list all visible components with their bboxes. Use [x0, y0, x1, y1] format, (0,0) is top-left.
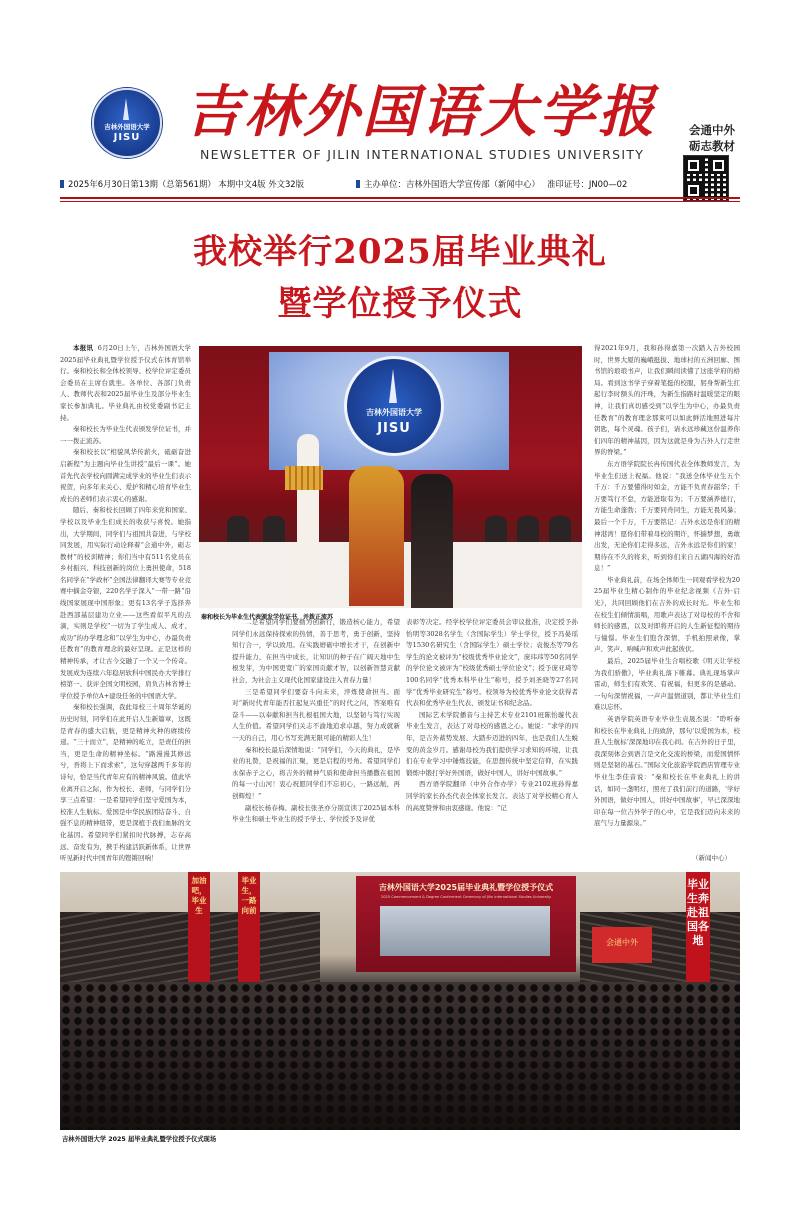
stage-side-board	[592, 927, 652, 963]
paragraph: 秦和校长强调，我此母校三十周年华诞的历史时刻，同学们在此开启人生新篇章，这既是青春的盛大启航，更是精神火种的赓续传递。“三十而立”，是精神的屹立，是责任的担当，更是生命的精神坐标。“路漫漫其修远兮，吾将上下而求索”，这句穿越两千多年的诗句，恰是当代青年应有的精神风貌。值此毕业离开启之际，作为校长、老师，与同学们分享三点希望：一是希望同学们坚守爱国为本，校准人生航标。爱国是中华民族团结奋斗、自强不息的精神纽带，更是深植于我们血脉的文化基因。希望同学们紧扣时代脉搏，志存高远、奋发有为，携手构建活跃新体系，让世界听见新时代中国青年的铿锵回响！	[60, 703, 191, 863]
paragraph: 秦和校长最后深情地说：“同学们，今天的典礼，是毕业的礼赞，是祝福的汇聚，更是启程的号角。希望同学们永保赤子之心，将吉外的精神气质和使命担当播撒在祖国的每一寸山河！衷心祝愿同学们不忘初心，一路远航，再创辉煌！”	[232, 745, 400, 800]
bullet-icon	[60, 180, 64, 188]
paragraph: 表彰等决定。经学校学位评定委员会审议批准，决定授予孙怡明等3028名学生（含国际学生）学士学位，授予冯晏瑶等1530名研究生（含国际学生）硕士学位；袁俊杰等79名学生的论文被评为“校级优秀毕业论文”，庞玮玮等50名同学的学位论文被评为“校级优秀硕士学位论文”；授予庞亚琦等100名同学“优秀本科毕业生”称号，授予刘圣晓等27名同学“优秀毕业研究生”称号。校领导为校优秀毕业论文获得者代表和优秀毕业生代表、颁发证书和纪念品。	[406, 618, 578, 708]
paragraph	[60, 343, 191, 424]
qr-code-icon	[683, 155, 729, 201]
bullet-icon	[356, 180, 360, 188]
board-text: 会通中外	[606, 938, 638, 947]
faculty-figure	[263, 516, 285, 544]
tray-figure	[285, 466, 323, 490]
paragraph: 秦和校长以“相貌风华传薪火，砥砺奋进启新程”为主题向毕业生讲授“最后一课”。她首先代表学校向圆满完成学业的毕业生们表示祝贺，向多年来关心、爱护和精心培育毕业生成长的老师们表示衷心的感谢。	[60, 448, 191, 503]
faculty-figure	[517, 516, 539, 544]
logo-name: 吉林外国语大学	[104, 123, 150, 131]
paragraph: 秦和校长为毕业生代表颁发学位证书，并一一拨正流苏。	[60, 425, 191, 445]
newspaper-nameplate: 吉林外国语大学报	[185, 79, 657, 145]
faculty-figure	[549, 516, 571, 544]
article-column-4	[594, 343, 740, 863]
faculty-figure	[227, 516, 249, 544]
motto-line-2: 砺志教材	[689, 139, 735, 153]
paragraph: 国际艺术学院播音与主持艺术专业2101班陈怡璇代表毕业生发言，表达了对母校的感恩之心。她说：“求学的四年，是吉外蓄势发展、大踏步迈进的四年，也是我们人生蜕变的黄金岁月。感谢母校为我们提供学习求知的环境，让我们在专业学习中锤炼技能，在思想传统中坚定信仰，在实践锻炼中锻打学好外国语，做好中国人，讲好中国故事。”	[406, 710, 578, 777]
paragraph-text: 6月20日上午，吉林外国语大学2025届毕业典礼暨学位授予仪式在体育馆举行。秦和校长和全体校领导、校学位评定委员会委员在主席台就坐。各单位、各部门负责人、教师代表和2025届毕业生及部分毕业生家长参加典礼。毕业典礼由校党委副书记主持。	[60, 344, 191, 422]
stage-title: 吉林外国语大学2025届毕业典礼暨学位授予仪式	[378, 883, 554, 892]
paragraph: 副校长杨春梅、副校长张圣亦分别宣读了2025届本科毕业生和硕士毕业生的授予学士、学位授予及评优	[232, 803, 400, 824]
paragraph: 英语学院英语专业毕业生袁晟杰说：“聆听秦和校长在毕业典礼上的致辞，那句‘以爱国为本，校准人生航标’深深地印在我心间。在吉外的日子里，我深刻体会到语言是文化交流的桥梁，而爱国情怀则是坚韧的基石。”国际文化旅游学院酒店管理专业毕业生李佳音说：“秦和校长在毕业典礼上的讲话，如同一盏明灯，照亮了我们前行的道路，‘学好外国语，做好中国人，讲好中国故事’，早已深深地印在每一位吉外学子的心中，它是我们迈向未来的底气与力量源泉。”	[594, 715, 740, 828]
issue-text: 2025年6月30日第13期（总第561期） 本期中文4版 外文32版	[68, 179, 304, 189]
permit-number: 准印证号：JN00—02	[547, 179, 628, 189]
paragraph: 最后，2025届毕业生合唱校歌《明天让学校为我们骄傲》，毕业典礼落下帷幕。典礼现场掌声雷动，师生们有欢笑、有祝福，但更多的是感动。一句句深情祝福，一声声温情道别，都让毕业生们难以忘怀。	[594, 657, 740, 712]
article-column-3	[406, 617, 578, 863]
stage-subtitle: 2025 Commencement & Degree Conferment Ceremony of Jilin International Studies University	[380, 895, 552, 899]
side-slogan-banner: 毕业生奔赴祖国各地	[686, 872, 710, 1056]
article-column-1	[60, 343, 191, 863]
issue-info	[60, 178, 304, 190]
school-motto	[676, 122, 748, 154]
photo-caption-1: 秦和校长为毕业生代表颁发学位证书，并拨正流苏	[201, 614, 334, 621]
newspaper-subtitle: NEWSLETTER OF JILIN INTERNATIONAL STUDIES UNIVERSITY	[200, 147, 645, 162]
paragraph: 西方语学院翻译（中外合作办学）专业2102班孙得嘉同学的家长孙杰代表全体家长发言。表达了对学校精心育人的高度赞誉和由衷感谢。他说：“记	[406, 780, 578, 812]
screen-emblem	[344, 356, 444, 456]
graduate-figure	[411, 474, 453, 608]
left-banner-1: 加油吧，毕业生	[188, 872, 210, 1026]
paragraph: 得2021年9月，我和孙得嘉第一次踏入吉外校园时，世界大厦的巍峨挺拔、地球村的五洲回廊、图书馆的琅琅书声，让我们瞬间读懂了这座学府的格局。看到这书学子穿着笔挺的校服，躬身帮新生扛起行李时额头的汗珠，为新生指路时温暖坚定的眼神，让我们真切感受到“以学生为中心，办最负责任教育”的教育理念那束可以如此鲜活地照进每片钥匙，每个灵魂。孩子们，请永远珍藏这份温养你们四年的精神基因，因为这就是身为吉外人行走世界的脊梁。”	[594, 344, 740, 457]
paragraph: 三是希望同学们要奋斗向未来，淬炼使命担当。面对“新时代青年能否扛起复兴重任”的时代之问，答案唯有奋斗——以奉献和担当扎根祖国大地，以坚韧与笃行实现人生价值。希望同学们关志不渝地追求卓越，努力成就新一天的自己，用心书写充满无限可能的精彩人生！	[232, 687, 400, 742]
attendant-figure	[297, 434, 319, 606]
qr-corner-icon	[710, 157, 727, 174]
left-banner-2: 毕业生，一路向前	[238, 872, 260, 1026]
headline-line-2: 暨学位授予仪式	[277, 284, 523, 324]
emblem-tower-icon	[389, 369, 397, 403]
publisher-info	[356, 178, 540, 190]
headline-line-1: 我校举行2025届毕业典礼	[193, 232, 607, 272]
ceremony-photo	[199, 346, 582, 608]
stage-backdrop	[380, 906, 550, 956]
screen-name: 吉林外国语大学	[366, 408, 422, 417]
article-byline: （新闻中心）	[692, 854, 731, 862]
paragraph: 东方语学院院长冉传国代表全体教师发言，为毕业生们送上祝福。他说：“我送全体毕业生五个千万：千万要懂得时如金，方能不负青春韶华；千万要笃行不怠，方能进取有为；千万要涵养德行，方能生命蓬勃；千万要同舟同生，方能无畏风暴；最后一个千万，千万要铭记：吉外永远是你们的精神港湾！愿你们带着母校的期许，怀揣梦想，勇敢出发，无论你们走得多远，吉外永远是你们的家！期待在不久的将来，听到你们来自五湖四海的好消息！”	[594, 459, 740, 573]
qr-corner-icon	[685, 157, 702, 174]
screen-short: JISU	[377, 421, 411, 436]
venue-photo	[60, 872, 740, 1130]
paragraph: 随后，秦和校长回顾了四年来党和国家、学校以及毕业生们成长的收获与喜悦。她指出，大学期间，同学们与祖国共奋进，与学校同发展，用实际行动诠释着“会通中外，砺志教材”的校训精神；你们当中有511名党员在乡村振兴、科技创新的岗位上勇担使命，518名同学在“学政杯”全国法律翻译大赛等专业竞赛中摘金夺银，220名学子深入“一带一路”沿线国家展现中国形象；更有13名学子选择奔赴西部基层建功立业——这些看似平凡的点滴，实则是学校“一切为了学生成人、成才、成功”的办学理念和“以学生为中心，办最负责任教育”的教育理念的最好呈现。正是这样的精神传承，才让古今交融了一个又一个传奇。发展成为连续六年稳居软科中国民办大学排行榜第一、获评全国文明校园，肩负吉林省博士学位授予单位A+建设任务的中国语大学。	[60, 506, 191, 700]
masthead-rule-thin	[60, 201, 740, 202]
faculty-figure	[485, 516, 507, 544]
logo-tower-icon	[123, 98, 129, 120]
logo-short: JISU	[113, 132, 141, 143]
issue-info-bar	[60, 178, 666, 190]
lead-label: 本报讯	[73, 344, 94, 352]
article-column-2	[232, 617, 400, 863]
photo-caption-2: 吉林外国语大学 2025 届毕业典礼暨学位授予仪式现场	[62, 1136, 217, 1143]
graduates-crowd	[60, 982, 740, 1130]
university-logo	[92, 88, 162, 158]
paragraph: 二是希望同学们要勤为创新行，锻造核心能力，希望同学们永远保持探索的热情，善于思考，勇于创新，坚持知行合一，学以致用。在实践磨砺中增长才干，在创新中提升能力，在担当中成长，让知识的种子在广阔天地中生根发芽，为中国更宽广的家国贡献才智，以创新智慧贡献社会，为社会主义现代化国家建设注入青春力量！	[232, 618, 400, 684]
paragraph: 毕业典礼前，在场全体师生一同观看学校为2025届毕业生精心制作的毕业纪念视频《吉外·启光》，共同回顾他们在吉外的成长时光。毕业生和在校生们倾情演唱，用歌声表达了对母校的不舍和师长的感恩，以及对即将开启的人生新征程的期待与憧憬。毕业生们饱含深情，手机拍照录像，掌声、笑声、呐喊声和欢声此起彼伏。	[594, 575, 740, 654]
president-figure	[349, 466, 404, 606]
masthead-rule	[60, 197, 740, 199]
motto-line-1: 会通中外	[689, 123, 735, 137]
publisher-text: 主办单位：吉林外国语大学宣传部（新闻中心）	[364, 179, 540, 189]
